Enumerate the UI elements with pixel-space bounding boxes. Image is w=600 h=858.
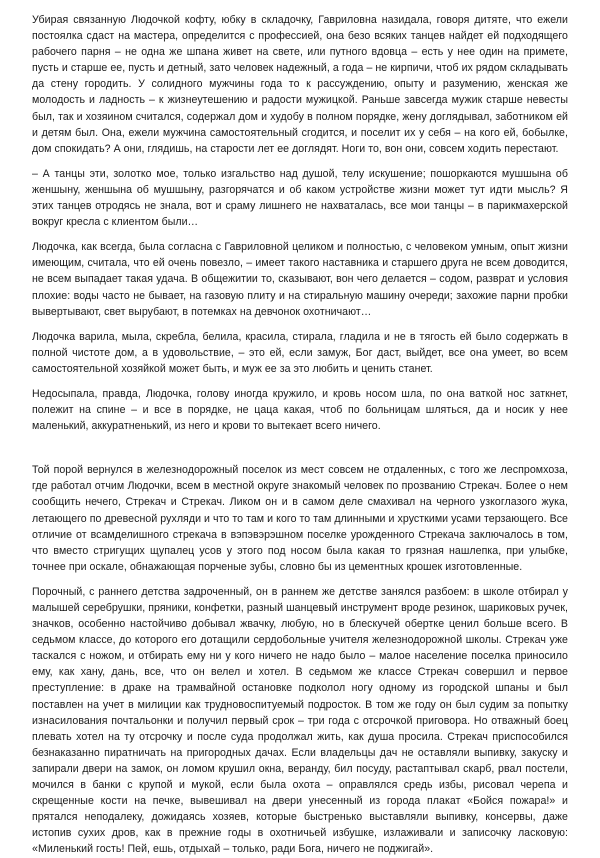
paragraph-5: Недосыпала, правда, Людочка, голову иногда кружило, и кровь носом шла, по она ваткой нос заткнет, полежит на спине – и все в порядке, не цаца какая, чтоб по больницам шляться, да и носик у нее маленький, аккуратненький, из него и крови то вытекает всего ничего. bbox=[32, 387, 568, 433]
paragraph-4: Людочка варила, мыла, скребла, белила, красила, стирала, гладила и не в тягость ей было содержать в полной чистоте дом, а в удовольствие, – это ей, если замуж, Бог даст, выйдет, все она умеет, во всем самостоятельной хозяйкой может быть, и муж ее за это любить и ценить станет. bbox=[32, 330, 568, 375]
paragraph-2: – А танцы эти, золотко мое, только изгальство над душой, телу искушение; пошоркаются мушшына об женшыну, женшына об мушшыну, разгорячатся и об каком устройстве жизни может тут идти мысль? Я этих танцев отродясь не знала, вот и сраму лишнего не нахваталась, все мои танцы – в парикмахерской вокруг кресла с клиентом были… bbox=[32, 167, 568, 229]
paragraph-1: Убирая связанную Людочкой кофту, юбку в складочку, Гавриловна назидала, говоря дитяте, что ежели постоялка сдаст на мастера, определится с профессией, она безо всяких танцев найдет ей подходящего рабочего парня – не одна же шпана живет на свете, или путного вдовца – есть у нее один на примете, пусть и старше ее, пусть и детный, зато человек надежный, а года – не кирпичи, чтоб их рядом складывать да стену городить. У солидного мужчины года то к рассуждению, опыту и разумению, женская же молодость и ладность – к жизнеутешению и радости мужицкой. Раньше завсегда мужик старше невесты был, так и хозяином считался, содержал дом и худобу в полном порядке, жену доглядывал, заботником ей и детям был. Она, ежели мужчина самостоятельный сгодится, и поселит их у себя – на кого ей, бобылке, дом спокидать? А они, глядишь, на старости лет ее доглядят. Ноги то, вон они, совсем ходить перестают. bbox=[32, 14, 568, 155]
section-break bbox=[32, 434, 568, 462]
paragraph-3: Людочка, как всегда, была согласна с Гавриловной целиком и полностью, с человеком умным, опыт жизни имеющим, считала, что ей очень повезло, – имеет такого наставника и старшего друга не всем доводится, не всем выпадает такая удача. В общежитии то, сказывают, вон чего делается – содом, разврат и условия плохие: воды часто не бывает, на газовую плиту и на стиральную машину очереди; захожие парни пробки вывертывают, свет вырубают, в потемках на девчонок охотничают… bbox=[32, 241, 568, 318]
paragraph-6: Той порой вернулся в железнодорожный поселок из мест совсем не отдаленных, с того же леспромхоза, где работал отчим Людочки, всем в местной округе знакомый человек по прозванию Стрекач. Более о нем сообщить нечего, Стрекач и Стрекач. Ликом он и в самом деле смахивал на черного узкоглазого жука, летающего по древесной рухляди и что то там и кого то там длинными и хрусткими усами терзающего. Все отличие от всамделишного стрекача в вэпэвэрэшном поселке урожденного Стрекача заключалось в том, что вместо стригущих щупалец усов у этого под носом была какая то грязная нашлепка, при улыбке, точнее при оскале, обнажающая порченые зубы, словно бы из цементных крошек изготовленные. bbox=[32, 464, 568, 573]
document-page bbox=[32, 12, 568, 858]
paragraph-7: Порочный, с раннего детства задроченный, он в раннем же детстве занялся разбоем: в школе отбирал у малышей серебрушки, пряники, конфетки, разный шанцевый инструмент вроде резинок, шариковых ручек, значков, особенно настойчиво добывал жвачку, любую, но в блескучей обертке ценил больше всего. В седьмом классе, до которого его дотащили сердобольные учителя железнодорожной школы. Стрекач уже таскался с ножом, и отбирать ему ни у кого ничего не надо было – малое население поселка приносило ему, как хану, дань, все, что он велел и хотел. В седьмом же классе Стрекач совершил и первое преступление: в драке на трамвайной остановке подколол ногу одному из городской шпаны и был поставлен на учет в милиции как трудновоспитуемый подросток. В том же году он был судим за попытку изнасилования почтальонки и получил первый срок – три года с отсрочкой приговора. Но отважный боец плевать хотел на ту отсрочку и после суда продолжал жить, как душа просила. Стрекач приспособился безнаказанно пиратничать на пригородных дачах. Если владельцы дач не оставляли выпивку, закуску и запирали двери на замок, он ломом крушил окна, веранду, бил посуду, растаптывал скарб, рвал постели, мочился в банки с крупой и мукой, если была охота – оправлялся средь избы, рисовал черепа и скрещенные кости на печке, вывешивал на двери унесенный из города плакат «Бойся пожара!» и прятался неподалеку, дожидаясь хозяев, которые быстренько выставляли выпивку, консервы, даже истопив сухих дров, как в прежние годы в охотничьей избушке, излаживали и записочку ласковую: «Миленький гость! Пей, ешь, отдыхай – только, ради Бога, ничего не поджигай». bbox=[32, 585, 568, 856]
